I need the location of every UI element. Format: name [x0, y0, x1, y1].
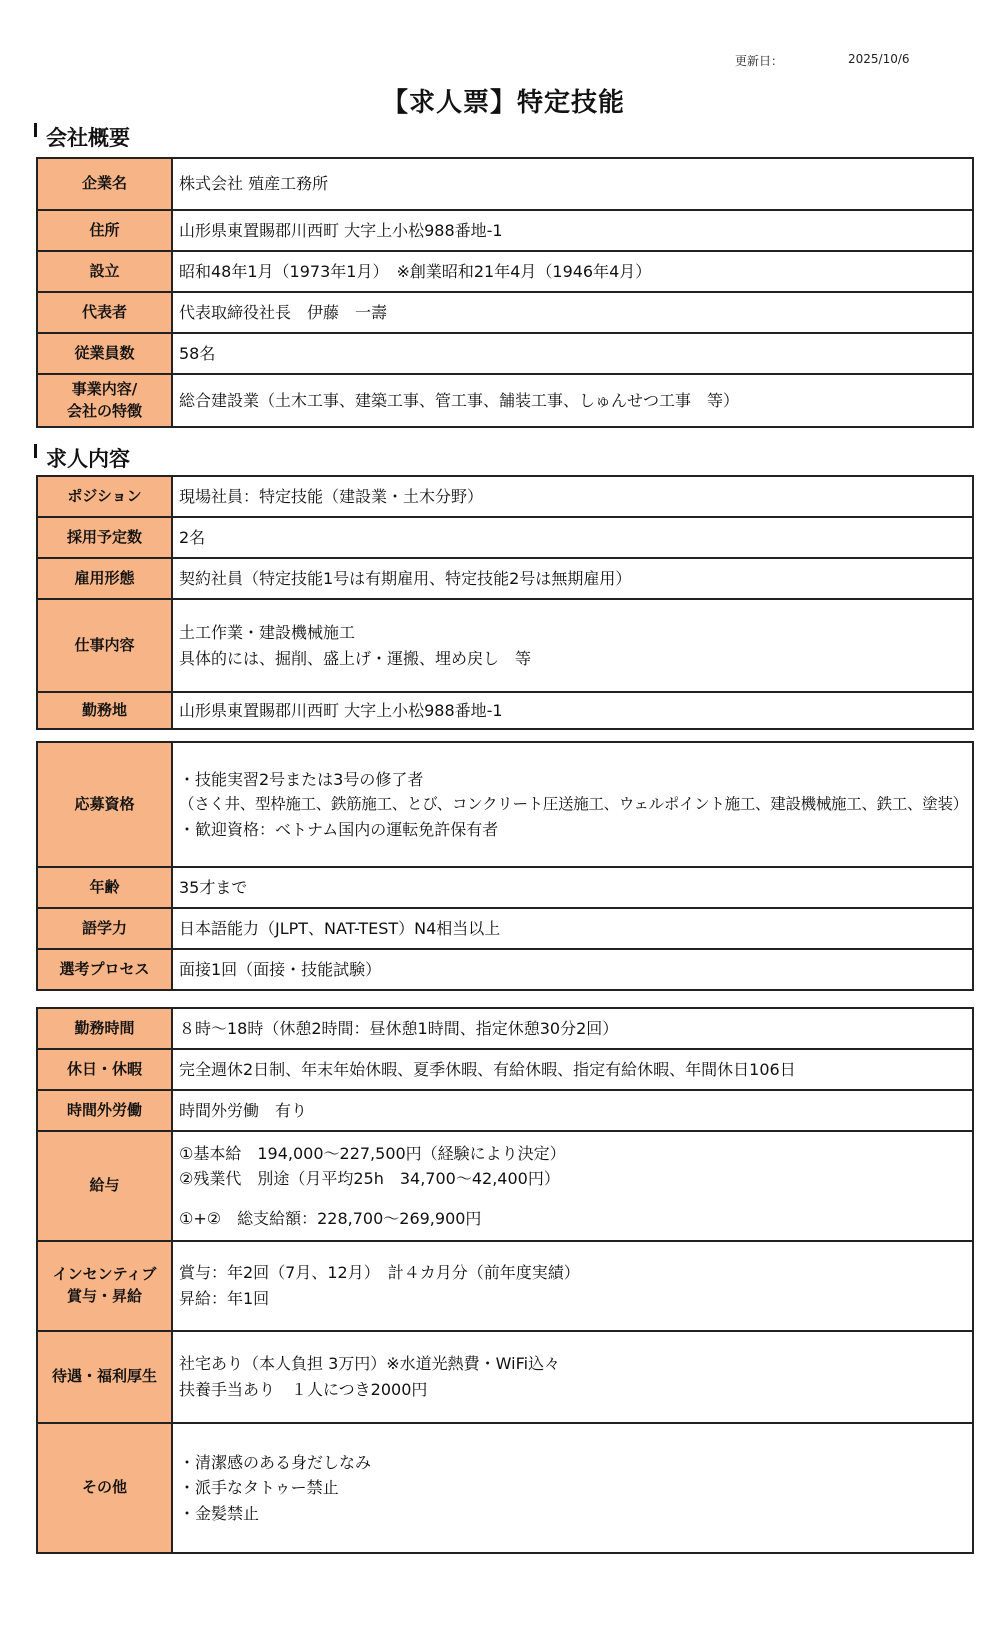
table-row [37, 1049, 973, 1090]
business-value: 総合建設業（土木工事、建築工事、管工事、舗装工事、しゅんせつ工事 等） [172, 374, 973, 427]
hires-value: 2名 [172, 517, 973, 558]
overtime-label: 時間外労働 [37, 1090, 172, 1131]
employees-label: 従業員数 [37, 333, 172, 374]
update-info [735, 52, 910, 69]
hours-value: ８時～18時（休憩2時間：昼休憩1時間、指定休憩30分2回） [172, 1008, 973, 1049]
position-label: ポジション [37, 476, 172, 517]
qualification-line: ・歓迎資格：ベトナム国内の運転免許保有者 [179, 819, 499, 839]
table-row [37, 599, 973, 692]
update-label: 更新日： [735, 54, 784, 68]
section-marker [34, 444, 37, 458]
table-row [37, 558, 973, 599]
section-company [34, 122, 130, 152]
business-label-line2: 会社の特徴 [66, 401, 142, 420]
other-line: ・清潔感のある身だしなみ [179, 1452, 372, 1472]
section-job-title: 求人内容 [46, 447, 130, 471]
employees-value: 58名 [172, 333, 973, 374]
incentive-label [37, 1241, 172, 1331]
section-company-title: 会社概要 [46, 126, 130, 150]
table-row [37, 692, 973, 729]
selection-label: 選考プロセス [37, 949, 172, 990]
address-label: 住所 [37, 210, 172, 251]
incentive-value [172, 1241, 973, 1331]
employment-label: 雇用形態 [37, 558, 172, 599]
other-line: ・金髪禁止 [179, 1503, 260, 1523]
selection-value: 面接1回（面接・技能試験） [172, 949, 973, 990]
document-title: 【求人票】特定技能 [381, 88, 625, 118]
table-row [37, 158, 973, 210]
employment-value: 契約社員（特定技能1号は有期雇用、特定技能2号は無期雇用） [172, 558, 973, 599]
hires-label: 採用予定数 [37, 517, 172, 558]
table-row [37, 517, 973, 558]
salary-line: ①+② 総支給額：228,700～269,900円 [179, 1208, 482, 1228]
table-row [37, 210, 973, 251]
address-value: 山形県東置賜郡川西町 大字上小松988番地-1 [172, 210, 973, 251]
other-line: ・派手なタトゥー禁止 [179, 1478, 339, 1498]
founded-value: 昭和48年1月（1973年1月） ※創業昭和21年4月（1946年4月） [172, 251, 973, 292]
welfare-label: 待遇・福利厚生 [37, 1331, 172, 1423]
section-job [34, 443, 130, 473]
business-label-line1: 事業内容/ [71, 379, 138, 398]
table-row [37, 374, 973, 427]
company-name-label: 企業名 [37, 158, 172, 210]
job-table [36, 475, 974, 730]
salary-line: ②残業代 別途（月平均25h 34,700～42,400円） [179, 1169, 560, 1189]
duties-label: 仕事内容 [37, 599, 172, 692]
welfare-line: 扶養手当あり １人につき2000円 [179, 1380, 428, 1399]
salary-label: 給与 [37, 1131, 172, 1241]
table-row [37, 333, 973, 374]
hours-label: 勤務時間 [37, 1008, 172, 1049]
welfare-value [172, 1331, 973, 1423]
table-row [37, 867, 973, 908]
incentive-line: 賞与：年2回（7月、12月） 計４カ月分（前年度実績） [179, 1263, 580, 1283]
table-row [37, 292, 973, 333]
incentive-label-line1: インセンティブ [52, 1265, 157, 1284]
section-marker [34, 123, 37, 137]
table-row [37, 476, 973, 517]
welfare-line: 社宅あり（本人負担 3万円）※水道光熱費・WiFi込々 [179, 1354, 561, 1374]
age-label: 年齢 [37, 867, 172, 908]
other-label: その他 [37, 1423, 172, 1553]
salary-value [172, 1131, 973, 1241]
incentive-line: 昇給：年1回 [179, 1289, 270, 1308]
overtime-value: 時間外労働 有り [172, 1090, 973, 1131]
location-value: 山形県東置賜郡川西町 大字上小松988番地-1 [172, 692, 973, 729]
age-value: 35才まで [172, 867, 973, 908]
table-row [37, 1008, 973, 1049]
table-row [37, 1331, 973, 1423]
table-row [37, 251, 973, 292]
table-row [37, 908, 973, 949]
duties-line: 土工作業・建設機械施工 [179, 622, 356, 642]
qualification-value [172, 742, 973, 867]
update-date: 2025/10/6 [848, 52, 910, 66]
language-label: 語学力 [37, 908, 172, 949]
table-row [37, 1131, 973, 1241]
qualification-label: 応募資格 [37, 742, 172, 867]
incentive-label-line2: 賞与・昇給 [66, 1287, 142, 1305]
founded-label: 設立 [37, 251, 172, 292]
table-row [37, 742, 973, 867]
table-row [37, 1090, 973, 1131]
duties-line: 具体的には、掘削、盛上げ・運搬、埋め戻し 等 [179, 648, 532, 668]
company-name-value: 株式会社 殖産工務所 [172, 158, 973, 210]
representative-value: 代表取締役社長 伊藤 一壽 [172, 292, 973, 333]
business-label [37, 374, 172, 427]
table-row [37, 1241, 973, 1331]
conditions-table [36, 1007, 974, 1554]
salary-spacer [179, 1192, 972, 1206]
representative-label: 代表者 [37, 292, 172, 333]
other-value [172, 1423, 973, 1553]
requirements-table [36, 741, 974, 991]
company-table [36, 157, 974, 428]
holidays-label: 休日・休暇 [37, 1049, 172, 1090]
language-value: 日本語能力（JLPT、NAT-TEST）N4相当以上 [172, 908, 973, 949]
qualification-line: （さく井、型枠施工、鉄筋施工、とび、コンクリート圧送施工、ウェルポイント施工、建設機械施工、鉄工、塗装） [179, 795, 968, 814]
position-value: 現場社員：特定技能（建設業・土木分野） [172, 476, 973, 517]
location-label: 勤務地 [37, 692, 172, 729]
qualification-line: ・技能実習2号または3号の修了者 [179, 769, 424, 789]
holidays-value: 完全週休2日制、年末年始休暇、夏季休暇、有給休暇、指定有給休暇、年間休日106日 [172, 1049, 973, 1090]
salary-line: ①基本給 194,000～227,500円（経験により決定） [179, 1143, 566, 1163]
duties-value [172, 599, 973, 692]
table-row [37, 1423, 973, 1553]
table-row [37, 949, 973, 990]
